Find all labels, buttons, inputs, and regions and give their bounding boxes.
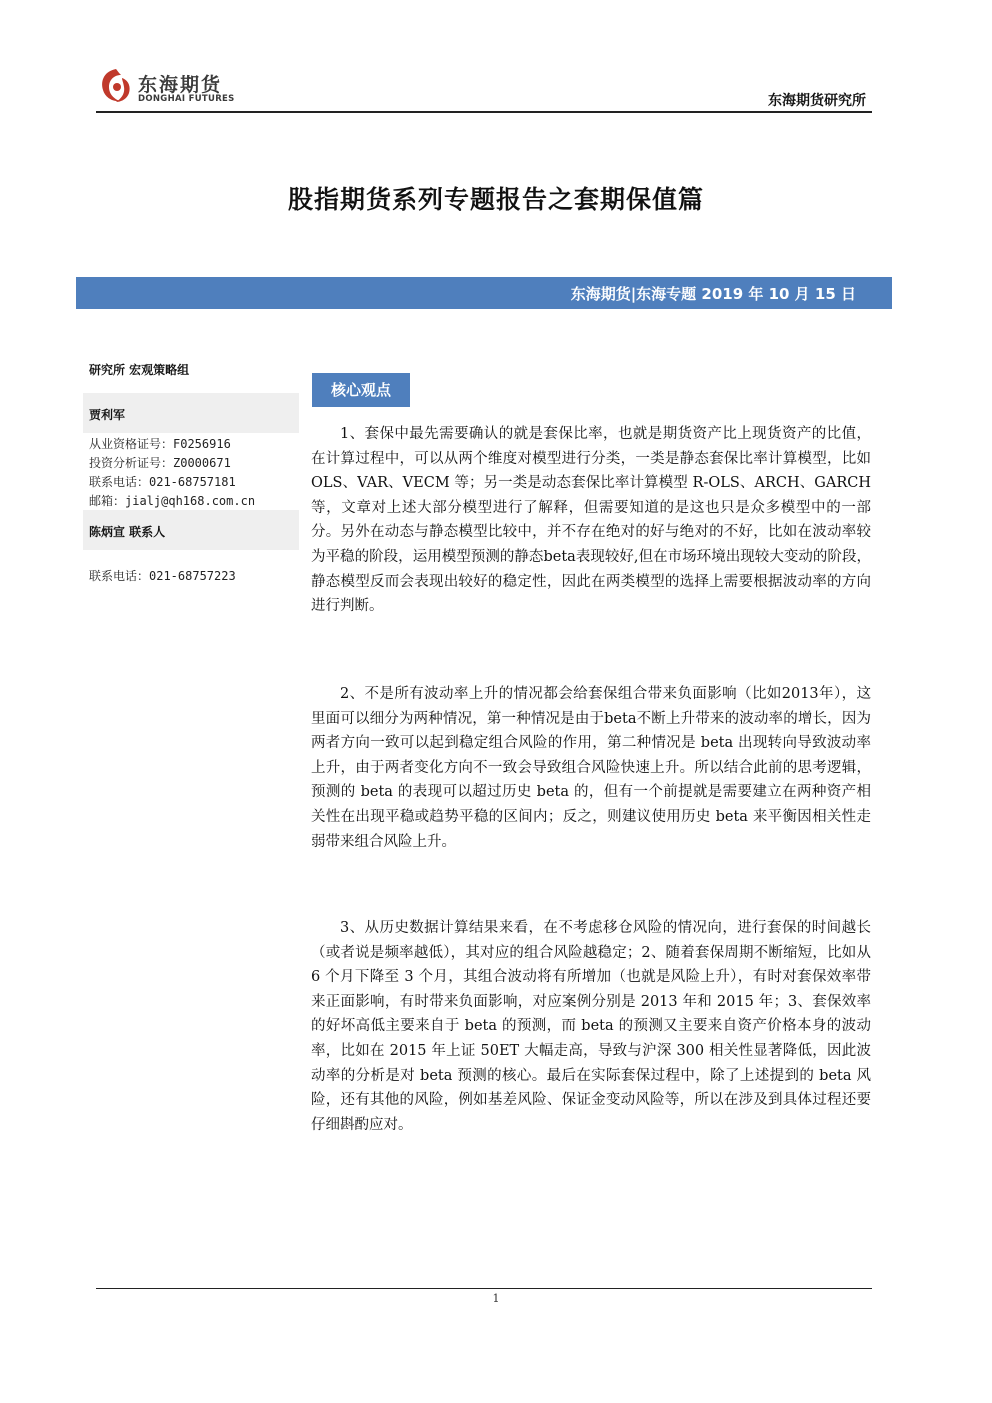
paragraph-text: 1、套保中最先需要确认的就是套保比率，也就是期货资产比上现货资产的比值，在计算过程中，可以从两个维度对模型进行分类，一类是静态套保比率计算模型，比如 OLS、VAR、VECM 等；另一类是动态套保比率计算模型 R-OLS、ARCH、GARCH 等，文章对上述大部分模型进行了解释，但需要知道的是这也只是众多模型中的一部分。另外在动态与静态模型比较中，并不存在绝对的好与绝对的不好，比如在波动率较为平稳的阶段，运用模型预测的静态beta表现较好,但在市场环境出现较大变动的阶段，静态模型反而会表现出较好的稳定性，因此在两类模型的选择上需要根据波动率的方向进行判断。 (311, 426, 871, 615)
sidebar-dept: 研究所 宏观策略组 (89, 363, 190, 377)
page-header (96, 60, 872, 114)
banner-text: 东海期货|东海专题 2019 年 10 月 15 日 (570, 285, 856, 303)
contact-phone: 联系电话：021-68757223 (89, 569, 236, 583)
analyst-details (89, 435, 255, 511)
analyst-name-box (83, 393, 299, 433)
key-point-paragraph-3 (311, 916, 871, 1137)
analyst-invest-license: 投资分析证号：Z0000671 (89, 456, 231, 470)
analyst-name: 贾利军 (89, 408, 126, 422)
page-number: 1 (492, 1292, 500, 1305)
contact-name-box (83, 510, 299, 550)
logo-text-cn: 东海期货 (138, 74, 223, 96)
header-divider (96, 111, 872, 113)
paragraph-text: 3、从历史数据计算结果来看，在不考虑移仓风险的情况向，进行套保的时间越长（或者说是频率越低），其对应的组合风险越稳定；2、随着套保周期不断缩短，比如从 6 个月下降至 3 个月，其组合波动将有所增加（也就是风险上升），有时对套保效率带来正面影响，有时带来负面影响，对应案例分别是 2013 年和 2015 年；3、套保效率的好坏高低主要来自于 beta 的预测，而 beta 的预测又主要来自资产价格本身的波动率，比如在 2015 年上证 50ET 大幅走高，导致与沪深 300 相关性显著降低，因此波动率的分析是对 beta 预测的核心。最后在实际套保过程中，除了上述提到的 beta 风险，还有其他的风险，例如基差风险、保证金变动风险等，所以在涉及到具体过程还要仔细斟酌应对。 (311, 920, 871, 1133)
contact-name: 陈炳宣 联系人 (89, 525, 166, 539)
key-point-paragraph-1 (311, 422, 871, 619)
key-points-tag: 核心观点 (312, 373, 410, 407)
analyst-email: 邮箱：jialj@qh168.com.cn (89, 494, 256, 508)
company-logo (96, 66, 296, 110)
header-institute: 东海期货研究所 (768, 93, 866, 109)
logo-text-en: DONGHAI FUTURES (138, 94, 235, 104)
footer-divider (96, 1288, 872, 1289)
key-point-paragraph-2 (311, 682, 871, 854)
donghai-logo-icon (96, 66, 136, 106)
report-title: 股指期货系列专题报告之套期保值篇 (287, 185, 704, 214)
report-banner (76, 277, 892, 309)
analyst-phone: 联系电话：021-68757181 (89, 475, 236, 489)
analyst-license: 从业资格证号：F0256916 (89, 437, 231, 451)
paragraph-text: 2、不是所有波动率上升的情况都会给套保组合带来负面影响（比如2013年），这里面可以细分为两种情况，第一种情况是由于beta不断上升带来的波动率的增长，因为两者方向一致可以起到稳定组合风险的作用，第二种情况是 beta 出现转向导致波动率上升，由于两者变化方向不一致会导致组合风险快速上升。所以结合此前的思考逻辑，预测的 beta 的表现可以超过历史 beta 的，但有一个前提就是需要建立在两种资产相关性在出现平稳或趋势平稳的区间内；反之，则建议使用历史 beta 来平衡因相关性走弱带来组合风险上升。 (311, 686, 871, 850)
